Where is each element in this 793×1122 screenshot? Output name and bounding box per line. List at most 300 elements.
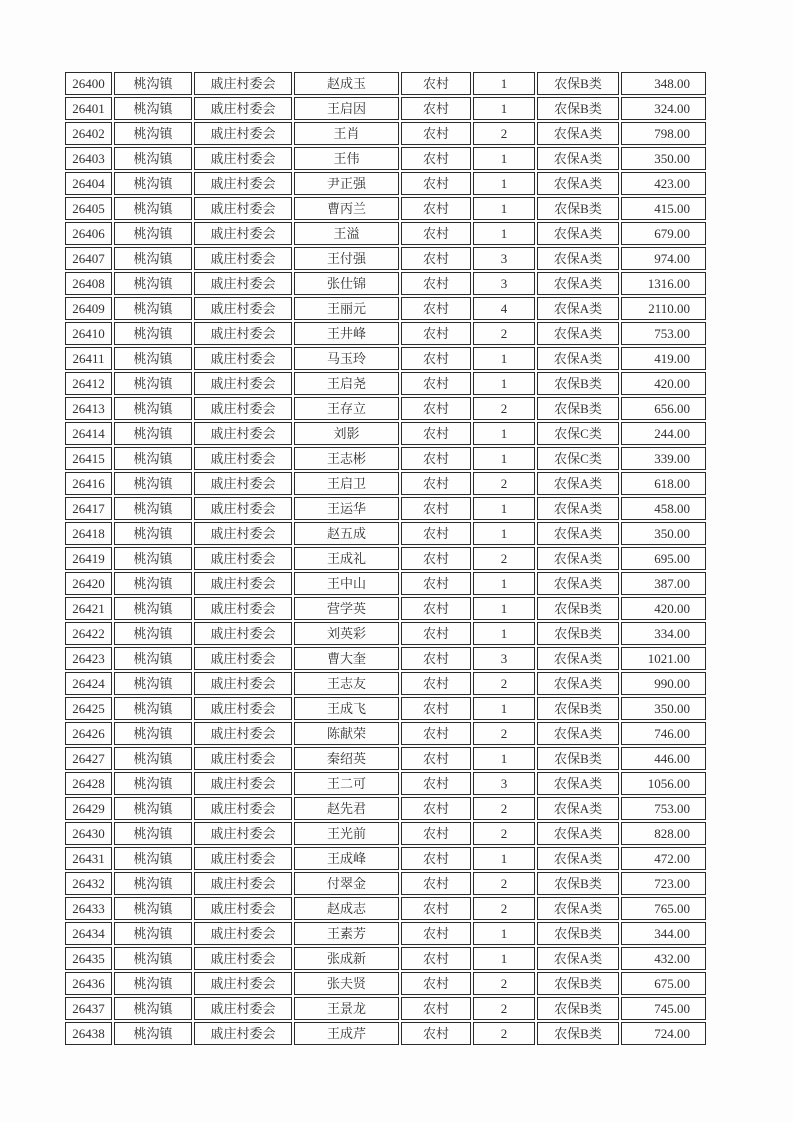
cell-person-count: 2: [473, 722, 535, 745]
cell-serial: 26423: [65, 647, 112, 670]
cell-residence-type: 农村: [401, 747, 471, 770]
table-row: [65, 797, 706, 820]
cell-serial: 26435: [65, 947, 112, 970]
cell-village: 戚庄村委会: [194, 897, 292, 920]
table-row: [65, 572, 706, 595]
cell-amount: 798.00: [621, 122, 706, 145]
cell-name: 王成飞: [294, 697, 399, 720]
cell-amount: 350.00: [621, 697, 706, 720]
cell-serial: 26408: [65, 272, 112, 295]
cell-name: 王素芳: [294, 922, 399, 945]
cell-serial: 26428: [65, 772, 112, 795]
cell-residence-type: 农村: [401, 247, 471, 270]
cell-town: 桃沟镇: [114, 972, 192, 995]
cell-serial: 26403: [65, 147, 112, 170]
cell-insurance-category: 农保B类: [537, 372, 619, 395]
cell-amount: 446.00: [621, 747, 706, 770]
cell-town: 桃沟镇: [114, 947, 192, 970]
cell-residence-type: 农村: [401, 997, 471, 1020]
cell-name: 尹正强: [294, 172, 399, 195]
cell-village: 戚庄村委会: [194, 797, 292, 820]
cell-town: 桃沟镇: [114, 572, 192, 595]
cell-serial: 26413: [65, 397, 112, 420]
cell-town: 桃沟镇: [114, 197, 192, 220]
cell-residence-type: 农村: [401, 397, 471, 420]
cell-insurance-category: 农保B类: [537, 622, 619, 645]
cell-town: 桃沟镇: [114, 347, 192, 370]
cell-village: 戚庄村委会: [194, 172, 292, 195]
cell-name: 王志彬: [294, 447, 399, 470]
cell-village: 戚庄村委会: [194, 972, 292, 995]
cell-name: 王肖: [294, 122, 399, 145]
cell-insurance-category: 农保B类: [537, 697, 619, 720]
cell-person-count: 1: [473, 172, 535, 195]
cell-amount: 753.00: [621, 322, 706, 345]
cell-residence-type: 农村: [401, 472, 471, 495]
cell-amount: 724.00: [621, 1022, 706, 1045]
cell-person-count: 1: [473, 197, 535, 220]
cell-name: 王成礼: [294, 547, 399, 570]
cell-insurance-category: 农保B类: [537, 922, 619, 945]
table-body: [65, 72, 706, 1045]
table-row: [65, 897, 706, 920]
cell-name: 赵先君: [294, 797, 399, 820]
table-row: [65, 322, 706, 345]
cell-amount: 1316.00: [621, 272, 706, 295]
table-row: [65, 197, 706, 220]
cell-name: 王运华: [294, 497, 399, 520]
cell-serial: 26426: [65, 722, 112, 745]
cell-name: 王中山: [294, 572, 399, 595]
cell-village: 戚庄村委会: [194, 447, 292, 470]
cell-insurance-category: 农保A类: [537, 672, 619, 695]
cell-name: 营学英: [294, 597, 399, 620]
cell-town: 桃沟镇: [114, 522, 192, 545]
cell-residence-type: 农村: [401, 172, 471, 195]
cell-person-count: 1: [473, 497, 535, 520]
cell-insurance-category: 农保A类: [537, 522, 619, 545]
cell-person-count: 2: [473, 1022, 535, 1045]
cell-residence-type: 农村: [401, 672, 471, 695]
cell-village: 戚庄村委会: [194, 222, 292, 245]
cell-insurance-category: 农保A类: [537, 272, 619, 295]
table-row: [65, 822, 706, 845]
cell-village: 戚庄村委会: [194, 872, 292, 895]
cell-village: 戚庄村委会: [194, 522, 292, 545]
cell-town: 桃沟镇: [114, 647, 192, 670]
cell-residence-type: 农村: [401, 197, 471, 220]
cell-serial: 26419: [65, 547, 112, 570]
cell-amount: 2110.00: [621, 297, 706, 320]
cell-village: 戚庄村委会: [194, 397, 292, 420]
cell-name: 刘影: [294, 422, 399, 445]
cell-name: 曹丙兰: [294, 197, 399, 220]
table-row: [65, 997, 706, 1020]
cell-town: 桃沟镇: [114, 897, 192, 920]
cell-serial: 26422: [65, 622, 112, 645]
cell-town: 桃沟镇: [114, 247, 192, 270]
cell-insurance-category: 农保B类: [537, 72, 619, 95]
cell-village: 戚庄村委会: [194, 697, 292, 720]
cell-name: 曹大奎: [294, 647, 399, 670]
cell-name: 张仕锦: [294, 272, 399, 295]
cell-person-count: 1: [473, 222, 535, 245]
cell-name: 赵成志: [294, 897, 399, 920]
cell-village: 戚庄村委会: [194, 372, 292, 395]
table-row: [65, 472, 706, 495]
cell-serial: 26431: [65, 847, 112, 870]
cell-insurance-category: 农保B类: [537, 97, 619, 120]
cell-serial: 26430: [65, 822, 112, 845]
cell-town: 桃沟镇: [114, 622, 192, 645]
cell-person-count: 1: [473, 422, 535, 445]
table-row: [65, 497, 706, 520]
cell-residence-type: 农村: [401, 722, 471, 745]
cell-village: 戚庄村委会: [194, 347, 292, 370]
cell-town: 桃沟镇: [114, 847, 192, 870]
cell-name: 王启因: [294, 97, 399, 120]
cell-town: 桃沟镇: [114, 997, 192, 1020]
cell-amount: 974.00: [621, 247, 706, 270]
table-row: [65, 672, 706, 695]
cell-residence-type: 农村: [401, 322, 471, 345]
cell-village: 戚庄村委会: [194, 997, 292, 1020]
cell-serial: 26414: [65, 422, 112, 445]
cell-town: 桃沟镇: [114, 297, 192, 320]
cell-amount: 753.00: [621, 797, 706, 820]
cell-amount: 679.00: [621, 222, 706, 245]
cell-serial: 26412: [65, 372, 112, 395]
cell-person-count: 1: [473, 947, 535, 970]
cell-amount: 334.00: [621, 622, 706, 645]
cell-residence-type: 农村: [401, 847, 471, 870]
cell-insurance-category: 农保C类: [537, 422, 619, 445]
cell-village: 戚庄村委会: [194, 497, 292, 520]
cell-village: 戚庄村委会: [194, 722, 292, 745]
cell-insurance-category: 农保A类: [537, 722, 619, 745]
table-row: [65, 247, 706, 270]
cell-amount: 339.00: [621, 447, 706, 470]
cell-town: 桃沟镇: [114, 922, 192, 945]
cell-serial: 26410: [65, 322, 112, 345]
cell-village: 戚庄村委会: [194, 147, 292, 170]
cell-amount: 420.00: [621, 597, 706, 620]
cell-name: 王成峰: [294, 847, 399, 870]
cell-town: 桃沟镇: [114, 322, 192, 345]
cell-residence-type: 农村: [401, 622, 471, 645]
cell-village: 戚庄村委会: [194, 97, 292, 120]
cell-serial: 26436: [65, 972, 112, 995]
cell-town: 桃沟镇: [114, 172, 192, 195]
cell-person-count: 3: [473, 772, 535, 795]
cell-person-count: 3: [473, 272, 535, 295]
cell-amount: 458.00: [621, 497, 706, 520]
cell-serial: 26421: [65, 597, 112, 620]
cell-serial: 26404: [65, 172, 112, 195]
cell-insurance-category: 农保A类: [537, 222, 619, 245]
cell-town: 桃沟镇: [114, 122, 192, 145]
cell-residence-type: 农村: [401, 597, 471, 620]
cell-town: 桃沟镇: [114, 747, 192, 770]
cell-village: 戚庄村委会: [194, 847, 292, 870]
cell-person-count: 2: [473, 322, 535, 345]
table-row: [65, 597, 706, 620]
cell-town: 桃沟镇: [114, 272, 192, 295]
cell-name: 王二可: [294, 772, 399, 795]
cell-amount: 745.00: [621, 997, 706, 1020]
cell-amount: 324.00: [621, 97, 706, 120]
cell-amount: 348.00: [621, 72, 706, 95]
cell-name: 王启卫: [294, 472, 399, 495]
cell-amount: 387.00: [621, 572, 706, 595]
cell-name: 王井峰: [294, 322, 399, 345]
cell-town: 桃沟镇: [114, 672, 192, 695]
cell-town: 桃沟镇: [114, 72, 192, 95]
cell-amount: 420.00: [621, 372, 706, 395]
cell-person-count: 2: [473, 972, 535, 995]
cell-insurance-category: 农保B类: [537, 972, 619, 995]
cell-serial: 26411: [65, 347, 112, 370]
cell-town: 桃沟镇: [114, 447, 192, 470]
cell-village: 戚庄村委会: [194, 822, 292, 845]
cell-serial: 26429: [65, 797, 112, 820]
cell-amount: 1056.00: [621, 772, 706, 795]
cell-person-count: 1: [473, 372, 535, 395]
cell-town: 桃沟镇: [114, 722, 192, 745]
cell-residence-type: 农村: [401, 547, 471, 570]
cell-town: 桃沟镇: [114, 372, 192, 395]
cell-village: 戚庄村委会: [194, 72, 292, 95]
cell-residence-type: 农村: [401, 222, 471, 245]
cell-town: 桃沟镇: [114, 772, 192, 795]
cell-serial: 26415: [65, 447, 112, 470]
cell-town: 桃沟镇: [114, 1022, 192, 1045]
cell-name: 刘英彩: [294, 622, 399, 645]
table-row: [65, 347, 706, 370]
cell-residence-type: 农村: [401, 922, 471, 945]
cell-person-count: 1: [473, 347, 535, 370]
cell-residence-type: 农村: [401, 572, 471, 595]
cell-amount: 723.00: [621, 872, 706, 895]
cell-insurance-category: 农保A类: [537, 847, 619, 870]
cell-amount: 350.00: [621, 147, 706, 170]
table-row: [65, 222, 706, 245]
table-row: [65, 147, 706, 170]
cell-residence-type: 农村: [401, 372, 471, 395]
cell-insurance-category: 农保C类: [537, 447, 619, 470]
cell-insurance-category: 农保A类: [537, 122, 619, 145]
cell-residence-type: 农村: [401, 97, 471, 120]
cell-serial: 26401: [65, 97, 112, 120]
cell-serial: 26407: [65, 247, 112, 270]
cell-residence-type: 农村: [401, 347, 471, 370]
cell-insurance-category: 农保A类: [537, 647, 619, 670]
cell-person-count: 1: [473, 522, 535, 545]
table-row: [65, 272, 706, 295]
table-row: [65, 697, 706, 720]
cell-amount: 244.00: [621, 422, 706, 445]
table-row: [65, 97, 706, 120]
cell-town: 桃沟镇: [114, 472, 192, 495]
cell-amount: 415.00: [621, 197, 706, 220]
cell-village: 戚庄村委会: [194, 197, 292, 220]
cell-person-count: 2: [473, 872, 535, 895]
cell-person-count: 1: [473, 622, 535, 645]
cell-person-count: 1: [473, 72, 535, 95]
cell-town: 桃沟镇: [114, 97, 192, 120]
cell-village: 戚庄村委会: [194, 272, 292, 295]
table-row: [65, 947, 706, 970]
cell-residence-type: 农村: [401, 72, 471, 95]
cell-person-count: 2: [473, 397, 535, 420]
cell-name: 马玉玲: [294, 347, 399, 370]
table-row: [65, 72, 706, 95]
cell-serial: 26409: [65, 297, 112, 320]
cell-amount: 765.00: [621, 897, 706, 920]
cell-amount: 472.00: [621, 847, 706, 870]
cell-name: 王光前: [294, 822, 399, 845]
cell-serial: 26432: [65, 872, 112, 895]
cell-insurance-category: 农保B类: [537, 1022, 619, 1045]
cell-amount: 1021.00: [621, 647, 706, 670]
cell-name: 王存立: [294, 397, 399, 420]
cell-serial: 26418: [65, 522, 112, 545]
cell-serial: 26400: [65, 72, 112, 95]
table-row: [65, 122, 706, 145]
cell-amount: 432.00: [621, 947, 706, 970]
cell-residence-type: 农村: [401, 147, 471, 170]
cell-insurance-category: 农保A类: [537, 172, 619, 195]
cell-village: 戚庄村委会: [194, 772, 292, 795]
cell-insurance-category: 农保A类: [537, 797, 619, 820]
cell-town: 桃沟镇: [114, 872, 192, 895]
table-row: [65, 772, 706, 795]
cell-insurance-category: 农保A类: [537, 297, 619, 320]
table-row: [65, 172, 706, 195]
cell-name: 张成新: [294, 947, 399, 970]
cell-residence-type: 农村: [401, 972, 471, 995]
cell-residence-type: 农村: [401, 772, 471, 795]
cell-amount: 350.00: [621, 522, 706, 545]
cell-insurance-category: 农保B类: [537, 872, 619, 895]
cell-serial: 26416: [65, 472, 112, 495]
cell-town: 桃沟镇: [114, 147, 192, 170]
cell-serial: 26437: [65, 997, 112, 1020]
cell-amount: 618.00: [621, 472, 706, 495]
cell-village: 戚庄村委会: [194, 747, 292, 770]
cell-residence-type: 农村: [401, 647, 471, 670]
cell-insurance-category: 农保B类: [537, 597, 619, 620]
cell-village: 戚庄村委会: [194, 947, 292, 970]
cell-insurance-category: 农保A类: [537, 822, 619, 845]
insurance-roster-table: [63, 70, 708, 1047]
cell-serial: 26427: [65, 747, 112, 770]
cell-name: 王启尧: [294, 372, 399, 395]
cell-serial: 26420: [65, 572, 112, 595]
cell-town: 桃沟镇: [114, 497, 192, 520]
cell-village: 戚庄村委会: [194, 572, 292, 595]
cell-insurance-category: 农保A类: [537, 322, 619, 345]
table-row: [65, 722, 706, 745]
cell-residence-type: 农村: [401, 522, 471, 545]
cell-name: 王丽元: [294, 297, 399, 320]
cell-person-count: 2: [473, 122, 535, 145]
cell-person-count: 1: [473, 747, 535, 770]
cell-amount: 344.00: [621, 922, 706, 945]
cell-village: 戚庄村委会: [194, 1022, 292, 1045]
table-row: [65, 622, 706, 645]
cell-person-count: 1: [473, 97, 535, 120]
cell-person-count: 1: [473, 147, 535, 170]
cell-serial: 26405: [65, 197, 112, 220]
cell-person-count: 2: [473, 997, 535, 1020]
table-row: [65, 447, 706, 470]
cell-town: 桃沟镇: [114, 822, 192, 845]
cell-person-count: 3: [473, 647, 535, 670]
table-row: [65, 872, 706, 895]
cell-name: 赵成玉: [294, 72, 399, 95]
cell-village: 戚庄村委会: [194, 597, 292, 620]
cell-amount: 828.00: [621, 822, 706, 845]
cell-amount: 419.00: [621, 347, 706, 370]
cell-serial: 26424: [65, 672, 112, 695]
cell-name: 赵五成: [294, 522, 399, 545]
cell-serial: 26406: [65, 222, 112, 245]
cell-town: 桃沟镇: [114, 547, 192, 570]
cell-serial: 26434: [65, 922, 112, 945]
table-row: [65, 422, 706, 445]
table-row: [65, 647, 706, 670]
cell-insurance-category: 农保A类: [537, 497, 619, 520]
cell-village: 戚庄村委会: [194, 322, 292, 345]
cell-village: 戚庄村委会: [194, 472, 292, 495]
table-row: [65, 297, 706, 320]
cell-person-count: 2: [473, 897, 535, 920]
cell-person-count: 1: [473, 572, 535, 595]
cell-residence-type: 农村: [401, 497, 471, 520]
cell-name: 张夫贤: [294, 972, 399, 995]
table-row: [65, 1022, 706, 1045]
cell-person-count: 2: [473, 472, 535, 495]
cell-serial: 26402: [65, 122, 112, 145]
cell-residence-type: 农村: [401, 697, 471, 720]
cell-name: 王景龙: [294, 997, 399, 1020]
cell-amount: 656.00: [621, 397, 706, 420]
cell-serial: 26417: [65, 497, 112, 520]
cell-insurance-category: 农保A类: [537, 347, 619, 370]
cell-person-count: 4: [473, 297, 535, 320]
table-row: [65, 972, 706, 995]
cell-insurance-category: 农保B类: [537, 197, 619, 220]
cell-insurance-category: 农保A类: [537, 472, 619, 495]
cell-residence-type: 农村: [401, 822, 471, 845]
table-row: [65, 847, 706, 870]
table-row: [65, 372, 706, 395]
cell-person-count: 1: [473, 847, 535, 870]
cell-insurance-category: 农保A类: [537, 947, 619, 970]
cell-insurance-category: 农保A类: [537, 897, 619, 920]
cell-village: 戚庄村委会: [194, 922, 292, 945]
cell-residence-type: 农村: [401, 1022, 471, 1045]
cell-insurance-category: 农保A类: [537, 147, 619, 170]
cell-amount: 423.00: [621, 172, 706, 195]
cell-insurance-category: 农保A类: [537, 772, 619, 795]
cell-amount: 695.00: [621, 547, 706, 570]
cell-person-count: 1: [473, 697, 535, 720]
cell-insurance-category: 农保B类: [537, 397, 619, 420]
cell-village: 戚庄村委会: [194, 672, 292, 695]
cell-insurance-category: 农保A类: [537, 247, 619, 270]
